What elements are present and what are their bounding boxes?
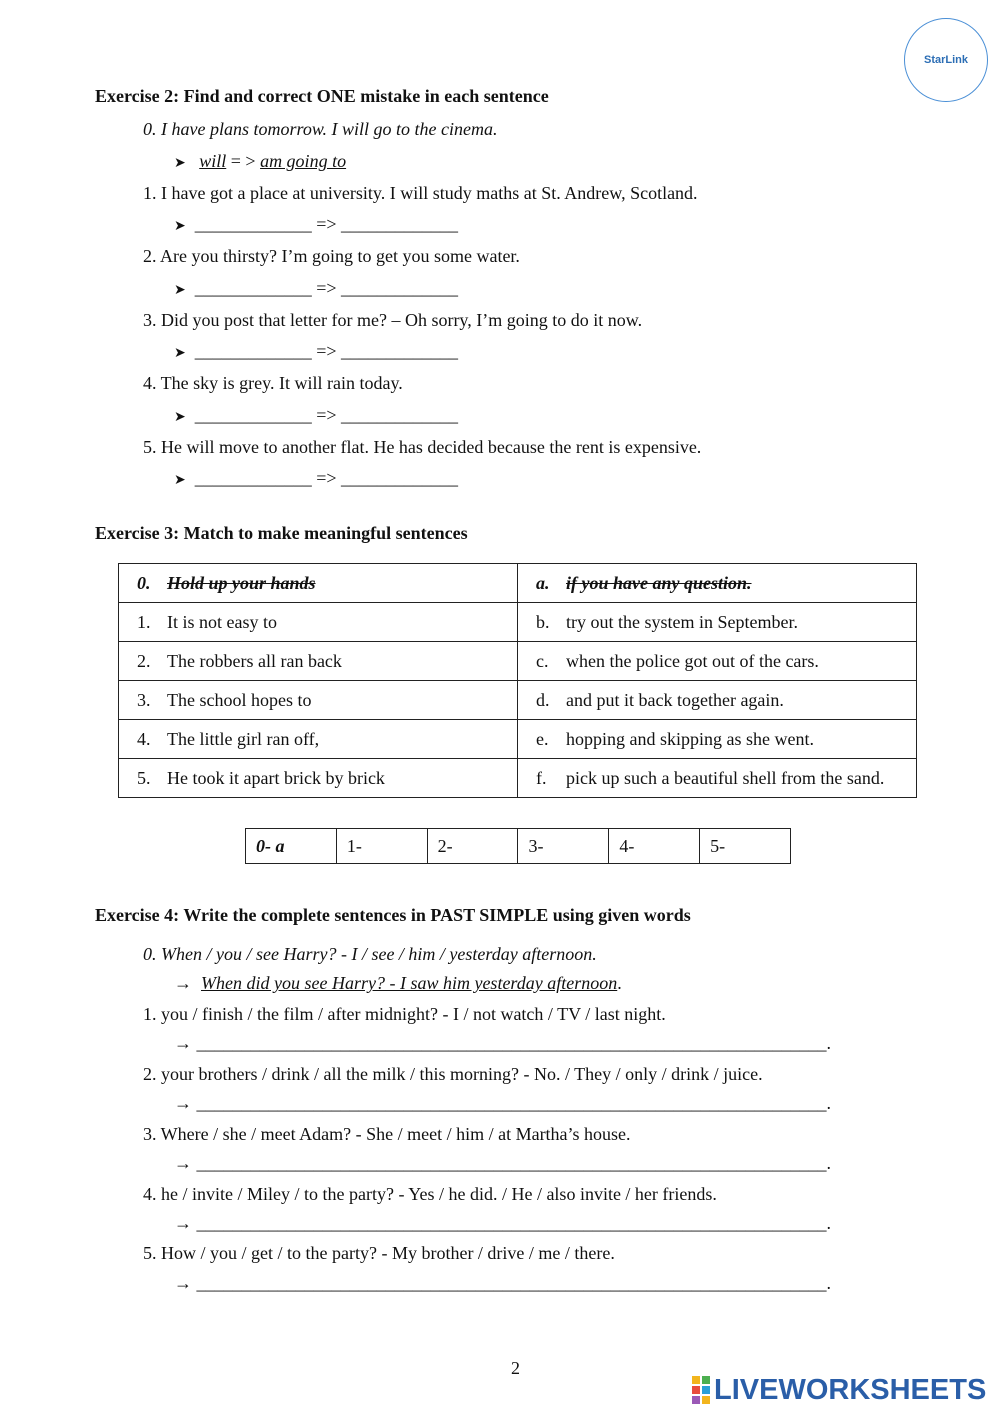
bullet-arrow-icon: ➤ (174, 473, 186, 488)
right-arrow-icon: → (174, 1153, 192, 1173)
exercise-2-answer-line[interactable]: ➤ _____________ => _____________ (174, 278, 459, 298)
right-arrow-icon: → (174, 1033, 192, 1053)
exercise-2-item: 4. The sky is grey. It will rain today. (143, 373, 403, 393)
exercise-2-item: 5. He will move to another flat. He has decided because the rent is expensive. (143, 437, 702, 457)
match-left-cell: 3. The school hopes to (119, 681, 518, 720)
bullet-arrow-icon: ➤ (174, 410, 186, 425)
match-right-cell: b. try out the system in September. (518, 603, 917, 642)
right-arrow-icon: → (174, 1093, 192, 1113)
matching-table (118, 563, 917, 798)
table-row (119, 720, 917, 759)
exercise-2-example-answer: ➤ will = > am going to (174, 151, 347, 171)
bullet-arrow-icon: ➤ (174, 346, 186, 361)
match-left-cell: 1. It is not easy to (119, 603, 518, 642)
exercise-2-heading: Exercise 2: Find and correct ONE mistake in each sentence (95, 86, 549, 106)
right-arrow-icon: → (174, 973, 192, 993)
table-row (119, 642, 917, 681)
exercise-4-item: 1. you / finish / the film / after midnight? - I / not watch / TV / last night. (143, 1004, 666, 1024)
match-right-cell: e. hopping and skipping as she went. (518, 720, 917, 759)
exercise-2-example: 0. I have plans tomorrow. I will go to the cinema. (143, 119, 498, 139)
bullet-arrow-icon: ➤ (174, 219, 186, 234)
exercise-4-item: 5. How / you / get / to the party? - My brother / drive / me / there. (143, 1243, 615, 1263)
exercise-4-answer-line[interactable]: → ______________________________________________________________________. (174, 1093, 831, 1113)
right-arrow-icon: → (174, 1273, 192, 1293)
exercise-4-example-answer: → When did you see Harry? - I saw him yesterday afternoon. (174, 973, 622, 993)
exercise-4-item: 2. your brothers / drink / all the milk / this morning? - No. / They / only / drink / juice. (143, 1064, 763, 1084)
answer-cell: 0- a (246, 829, 337, 864)
exercise-2-item: 3. Did you post that letter for me? – Oh sorry, I’m going to do it now. (143, 310, 643, 330)
answer-cell[interactable]: 2- (427, 829, 518, 864)
exercise-2-item: 2. Are you thirsty? I’m going to get you some water. (143, 246, 520, 266)
exercise-4-example: 0. When / you / see Harry? - I / see / him / yesterday afternoon. (143, 944, 597, 964)
liveworksheets-logo: LIVEWORKSHEETS (692, 1370, 986, 1410)
match-left-cell: 4. The little girl ran off, (119, 720, 518, 759)
exercise-4-answer-line[interactable]: → ______________________________________________________________________. (174, 1273, 831, 1293)
exercise-2-answer-line[interactable]: ➤ _____________ => _____________ (174, 341, 459, 361)
match-right-cell: c. when the police got out of the cars. (518, 642, 917, 681)
table-row (119, 681, 917, 720)
answer-cell[interactable]: 3- (518, 829, 609, 864)
table-row (119, 564, 917, 603)
exercise-2-item: 1. I have got a place at university. I will study maths at St. Andrew, Scotland. (143, 183, 698, 203)
bullet-arrow-icon: ➤ (174, 283, 186, 298)
exercise-2-answer-line[interactable]: ➤ _____________ => _____________ (174, 468, 459, 488)
exercise-4-answer-line[interactable]: → ______________________________________________________________________. (174, 1033, 831, 1053)
bullet-arrow-icon: ➤ (174, 156, 186, 171)
right-arrow-icon: → (174, 1213, 192, 1233)
answer-cell[interactable]: 1- (336, 829, 427, 864)
table-row (119, 603, 917, 642)
exercise-2-answer-line[interactable]: ➤ _____________ => _____________ (174, 214, 459, 234)
exercise-3-heading: Exercise 3: Match to make meaningful sentences (95, 523, 468, 543)
exercise-4-item: 3. Where / she / meet Adam? - She / meet / him / at Martha’s house. (143, 1124, 631, 1144)
answer-cell[interactable]: 4- (609, 829, 700, 864)
starlink-logo: StarLink (904, 18, 988, 102)
match-right-cell: d. and put it back together again. (518, 681, 917, 720)
match-left-cell: 2. The robbers all ran back (119, 642, 518, 681)
table-row (119, 759, 917, 798)
page-number: 2 (511, 1358, 520, 1378)
answer-cell[interactable]: 5- (700, 829, 791, 864)
match-left-cell: 5. He took it apart brick by brick (119, 759, 518, 798)
match-left-cell: 0. Hold up your hands (119, 564, 518, 603)
exercise-4-answer-line[interactable]: → ______________________________________________________________________. (174, 1153, 831, 1173)
match-right-cell: f. pick up such a beautiful shell from the sand. (518, 759, 917, 798)
exercise-4-heading: Exercise 4: Write the complete sentences in PAST SIMPLE using given words (95, 905, 691, 925)
match-right-cell: a. if you have any question. (518, 564, 917, 603)
exercise-2-answer-line[interactable]: ➤ _____________ => _____________ (174, 405, 459, 425)
exercise-4-item: 4. he / invite / Miley / to the party? - Yes / he did. / He / also invite / her friends. (143, 1184, 717, 1204)
liveworksheets-icon (692, 1376, 710, 1404)
answer-table (245, 828, 791, 864)
exercise-4-answer-line[interactable]: → ______________________________________________________________________. (174, 1213, 831, 1233)
table-row (246, 829, 791, 864)
